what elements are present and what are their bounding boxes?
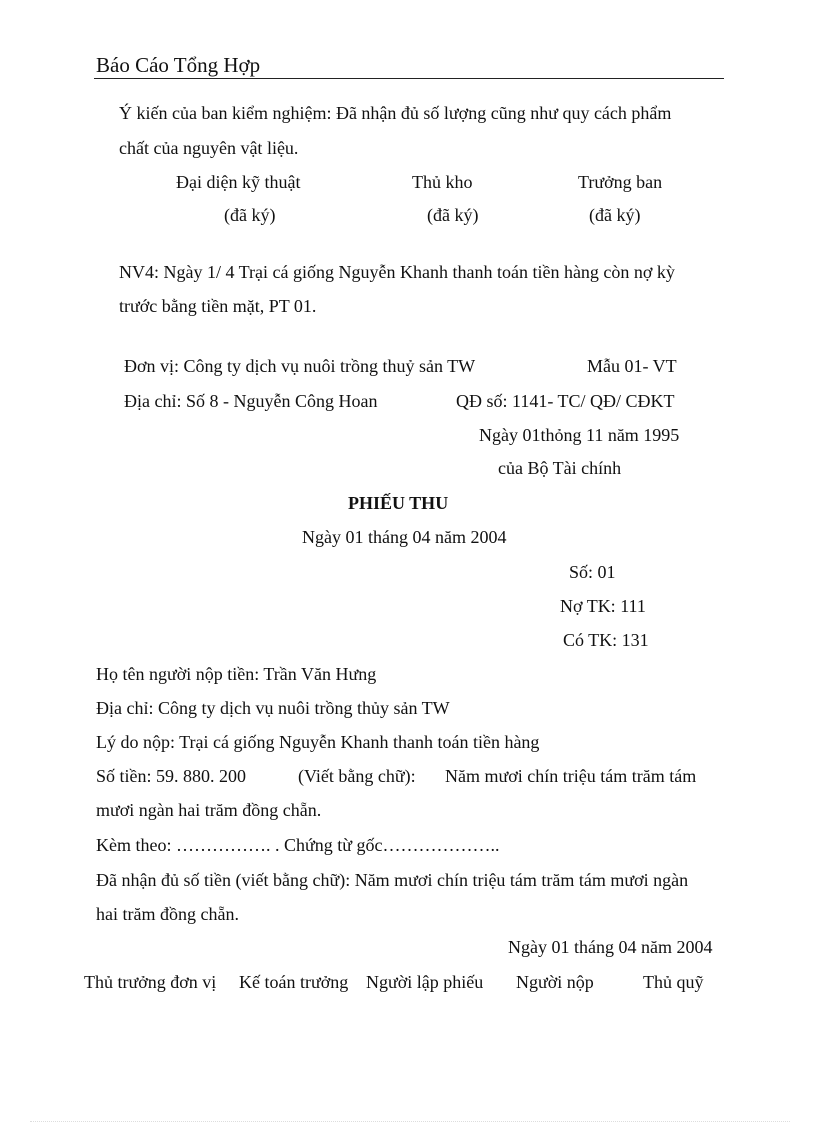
- inspection-text-line-2: chất của nguyên vật liệu.: [119, 138, 299, 158]
- signer-status-technical: (đã ký): [224, 205, 276, 225]
- signer-role-warehouse: Thủ kho: [412, 172, 473, 192]
- payer-name: Họ tên người nộp tiền: Trần Văn Hưng: [96, 664, 377, 684]
- signer-role-technical: Đại diện kỹ thuật: [176, 172, 301, 192]
- received-amount-line-2: hai trăm đồng chẵn.: [96, 904, 239, 924]
- amount-figures: Số tiền: 59. 880. 200: [96, 766, 247, 786]
- signature-unit-head: Thủ trưởng đơn vị: [84, 972, 217, 992]
- debit-account: Nợ TK: 111: [560, 596, 646, 616]
- form-code: Mẫu 01- VT: [587, 356, 677, 376]
- receipt-number: Số: 01: [569, 562, 616, 582]
- payment-reason: Lý do nộp: Trại cá giống Nguyễn Khanh thanh toán tiền hàng: [96, 732, 540, 752]
- page-bottom-edge: [30, 1121, 790, 1122]
- signature-payer: Người nộp: [516, 972, 594, 992]
- receipt-date: Ngày 01 tháng 04 năm 2004: [302, 527, 507, 547]
- inspection-text-line-1: Ý kiến của ban kiểm nghiệm: Đã nhận đủ số lượng cũng như quy cách phẩm: [119, 103, 672, 123]
- transaction-text-line-1: NV4: Ngày 1/ 4 Trại cá giống Nguyễn Khanh thanh toán tiền hàng còn nợ kỳ: [119, 262, 675, 282]
- amount-words-line-1: Năm mươi chín triệu tám trăm tám: [445, 766, 697, 786]
- amount-words-label: (Viết bằng chữ):: [298, 766, 416, 786]
- signature-preparer: Người lập phiếu: [366, 972, 484, 992]
- transaction-text-line-2: trước bằng tiền mặt, PT 01.: [119, 296, 317, 316]
- signer-role-head: Trưởng ban: [578, 172, 663, 192]
- receipt-title: PHIẾU THU: [348, 493, 449, 513]
- decision-date: Ngày 01thỏng 11 năm 1995: [479, 425, 680, 445]
- signer-status-head: (đã ký): [589, 205, 641, 225]
- decision-number: QĐ số: 1141- TC/ QĐ/ CĐKT: [456, 391, 675, 411]
- page-header-title: Báo Cáo Tổng Hợp: [96, 53, 261, 77]
- header-divider: [94, 78, 724, 79]
- signature-cashier: Thủ quỹ: [643, 972, 704, 992]
- signer-status-warehouse: (đã ký): [427, 205, 479, 225]
- unit-address: Địa chỉ: Số 8 - Nguyễn Công Hoan: [124, 391, 378, 411]
- amount-words-line-2: mươi ngàn hai trăm đồng chẵn.: [96, 800, 322, 820]
- unit-name: Đơn vị: Công ty dịch vụ nuôi trồng thuỷ sản TW: [124, 356, 476, 376]
- payer-address: Địa chỉ: Công ty dịch vụ nuôi trồng thủy sản TW: [96, 698, 450, 718]
- signature-chief-accountant: Kế toán trưởng: [239, 972, 349, 992]
- credit-account: Có TK: 131: [563, 630, 649, 650]
- received-amount-line-1: Đã nhận đủ số tiền (viết bằng chữ): Năm mươi chín triệu tám trăm tám mươi ngàn: [96, 870, 689, 890]
- attached-documents: Kèm theo: ……………. . Chứng từ gốc………………..: [96, 835, 500, 855]
- issuing-ministry: của Bộ Tài chính: [498, 458, 622, 478]
- signing-date: Ngày 01 tháng 04 năm 2004: [508, 937, 713, 957]
